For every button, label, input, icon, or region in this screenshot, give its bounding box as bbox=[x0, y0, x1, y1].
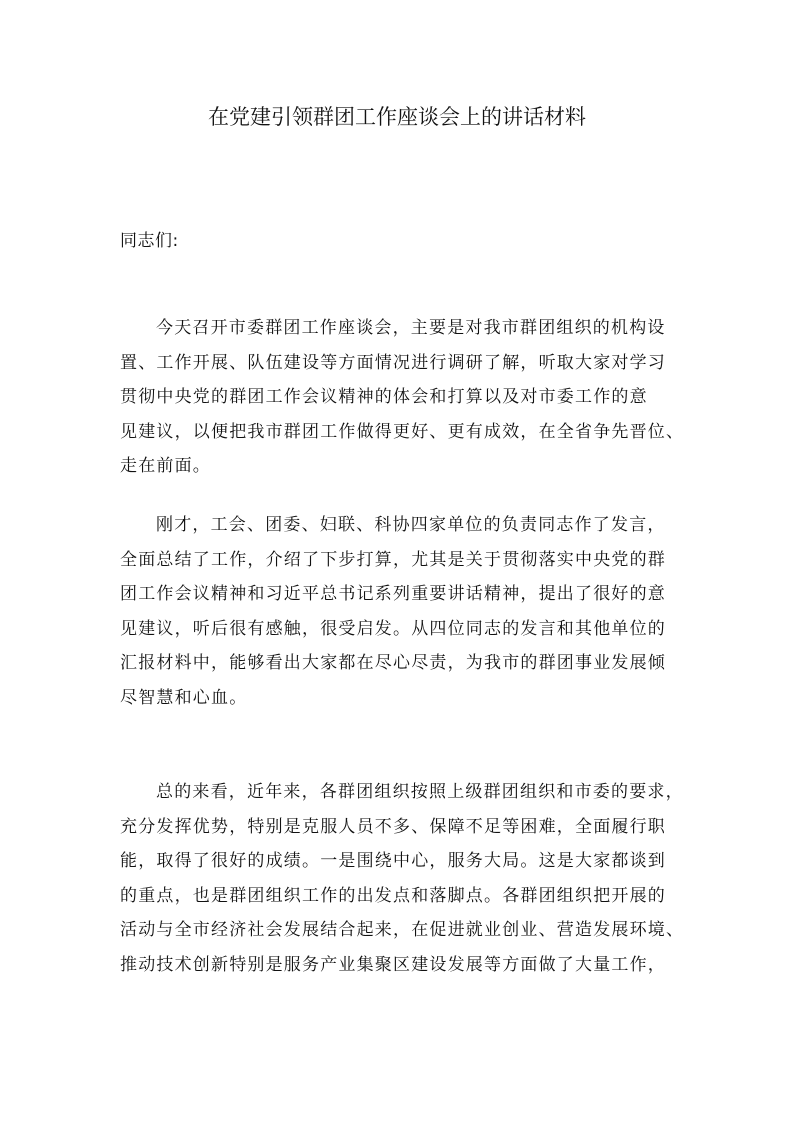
paragraph-line: 刚才，工会、团委、妇联、科协四家单位的负责同志作了发言， bbox=[156, 515, 666, 535]
paragraph-line: 能，取得了很好的成绩。一是围绕中心，服务大局。这是大家都谈到 bbox=[120, 851, 666, 871]
paragraph-speeches bbox=[120, 508, 685, 715]
paragraph-opening bbox=[120, 311, 685, 484]
paragraph-line: 推动技术创新特别是服务产业集聚区建设发展等方面做了大量工作， bbox=[120, 954, 666, 975]
document-title: 在党建引领群团工作座谈会上的讲话材料 bbox=[208, 105, 586, 129]
paragraph-line: 充分发挥优势，特别是克服人员不多、保障不足等困难，全面履行职 bbox=[120, 816, 666, 837]
paragraph-line: 汇报材料中，能够看出大家都在尽心尽责，为我市的群团事业发展倾 bbox=[120, 653, 666, 673]
paragraph-line: 今天召开市委群团工作座谈会，主要是对我市群团组织的机构设 bbox=[156, 318, 666, 338]
paragraph-line: 团工作会议精神和习近平总书记系列重要讲话精神，提出了很好的意 bbox=[120, 584, 666, 604]
paragraph-line: 贯彻中央党的群团工作会议精神的体会和打算以及对市委工作的意 bbox=[120, 387, 648, 407]
paragraph-line: 的重点，也是群团组织工作的出发点和落脚点。各群团组织把开展的 bbox=[120, 885, 666, 906]
paragraph-line: 总的来看，近年来，各群团组织按照上级群团组织和市委的要求， bbox=[156, 782, 684, 802]
greeting: 同志们: bbox=[120, 231, 179, 251]
paragraph-line: 见建议，听后很有感触，很受启发。从四位同志的发言和其他单位的 bbox=[120, 618, 666, 639]
paragraph-overview bbox=[120, 775, 685, 982]
paragraph-line: 活动与全市经济社会发展结合起来，在促进就业创业、营造发展环境、 bbox=[120, 920, 685, 940]
paragraph-line: 尽智慧和心血。 bbox=[120, 687, 248, 708]
paragraph-line: 走在前面。 bbox=[120, 456, 211, 476]
paragraph-line: 置、工作开展、队伍建设等方面情况进行调研了解，听取大家对学习 bbox=[120, 352, 666, 373]
paragraph-line: 全面总结了工作，介绍了下步打算，尤其是关于贯彻落实中央党的群 bbox=[120, 549, 666, 570]
paragraph-line: 见建议，以便把我市群团工作做得更好、更有成效，在全省争先晋位、 bbox=[120, 421, 685, 442]
